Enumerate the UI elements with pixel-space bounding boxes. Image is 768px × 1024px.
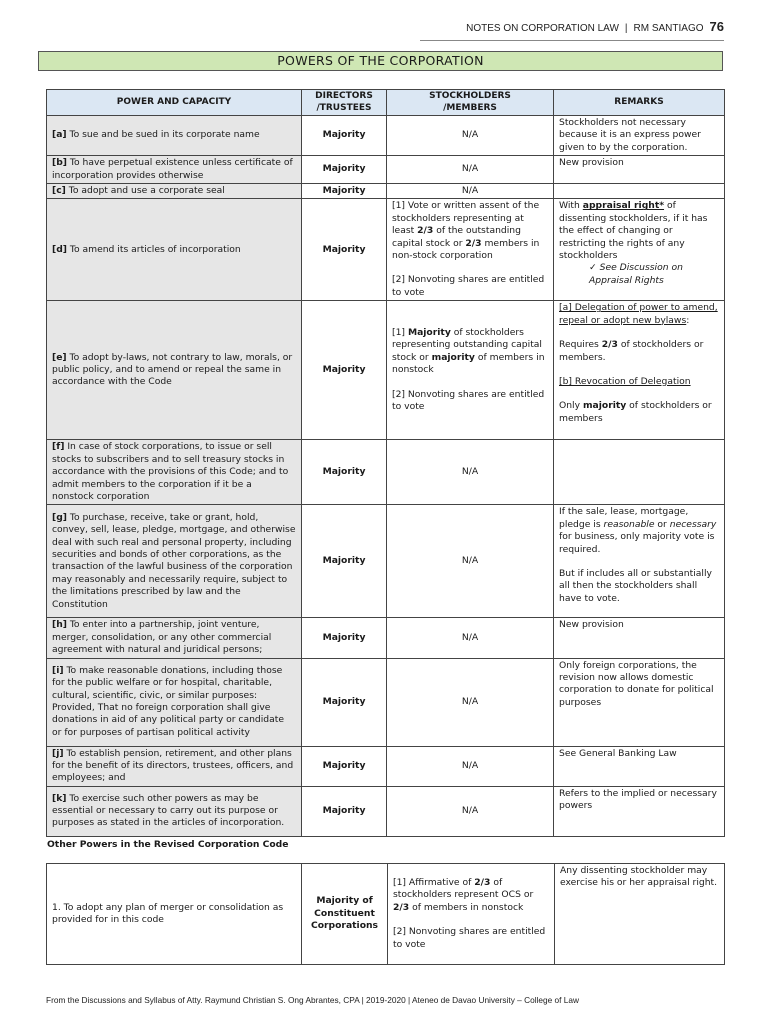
directors-cell: Majority (302, 746, 387, 786)
table-row (47, 746, 725, 786)
author-name: RM SANTIAGO (633, 23, 704, 34)
page-number: 76 (709, 19, 724, 34)
stockholders-cell: [1] Affirmative of 2/3 of stockholders represent OCS or 2/3 of members in nonstock [2] Nonvoting shares are entitled to vote (388, 864, 555, 965)
directors-cell: Majority (302, 618, 387, 658)
header-directors: DIRECTORS /TRUSTEES (302, 90, 387, 116)
stockholders-cell: N/A (387, 184, 554, 199)
table-row (47, 156, 725, 184)
header-rule (420, 40, 724, 41)
remarks-cell: See General Banking Law (554, 746, 725, 786)
remarks-cell: Any dissenting stockholder may exercise his or her appraisal right. (555, 864, 725, 965)
remarks-cell (554, 440, 725, 505)
stockholders-cell: [1] Vote or written assent of the stockholders representing at least 2/3 of the outstanding capital stock or 2/3 members in non-stock corporation [2] Nonvoting shares are entitled to vote (387, 199, 554, 301)
header-remarks: REMARKS (554, 90, 725, 116)
table-row (47, 658, 725, 746)
page-footer: From the Discussions and Syllabus of Atty. Raymund Christian S. Ong Abrantes, CPA | 2019-2020 | Ateneo de Davao University – College of Law (46, 995, 579, 1005)
table-row (47, 184, 725, 199)
table-row (47, 786, 725, 836)
table-row (47, 440, 725, 505)
stockholders-cell: N/A (387, 156, 554, 184)
page-header (466, 19, 724, 34)
directors-cell: Majority (302, 786, 387, 836)
table-row (47, 505, 725, 618)
other-powers-table (46, 863, 725, 965)
power-cell: [c] To adopt and use a corporate seal (47, 184, 302, 199)
table-row (47, 618, 725, 658)
power-cell: [b] To have perpetual existence unless certificate of incorporation provides otherwise (47, 156, 302, 184)
power-cell: [e] To adopt by-laws, not contrary to law, morals, or public policy, and to amend or repeal the same in accordance with the Code (47, 301, 302, 440)
power-cell: [f] In case of stock corporations, to issue or sell stocks to subscribers and to sell treasury stocks in accordance with the provisions of this Code; and to admit members to the corporation if it be a nonstock corporation (47, 440, 302, 505)
remarks-cell: Refers to the implied or necessary powers (554, 786, 725, 836)
power-cell: [g] To purchase, receive, take or grant, hold, convey, sell, lease, pledge, mortgage, and otherwise deal with such real and personal property, including securities and bonds of other corporations, as the transaction of the lawful business of the corporation may reasonably and necessarily require, subject to the limitations prescribed by law and the Constitution (47, 505, 302, 618)
power-cell: 1. To adopt any plan of merger or consolidation as provided for in this code (47, 864, 302, 965)
power-cell: [i] To make reasonable donations, including those for the public welfare or for hospital, charitable, cultural, scientific, civic, or similar purposes: Provided, That no foreign corporation shall give donations in aid of any political party or candidate or for purposes of partisan political activity (47, 658, 302, 746)
power-cell: [d] To amend its articles of incorporation (47, 199, 302, 301)
power-cell: [k] To exercise such other powers as may be essential or necessary to carry out its purpose or purposes as stated in the articles of incorporation. (47, 786, 302, 836)
stockholders-cell: N/A (387, 505, 554, 618)
remarks-cell: New provision (554, 618, 725, 658)
table-row (47, 199, 725, 301)
remarks-cell (554, 184, 725, 199)
remarks-cell: Only foreign corporations, the revision now allows domestic corporation to donate for political purposes (554, 658, 725, 746)
directors-cell: Majority (302, 658, 387, 746)
remarks-cell: With appraisal right* of dissenting stockholders, if it has the effect of changing or restricting the rights of any stockholders ✓ See Discussion on Appraisal Rights (554, 199, 725, 301)
power-cell: [j] To establish pension, retirement, and other plans for the benefit of its directors, trustees, officers, and employees; and (47, 746, 302, 786)
stockholders-cell: N/A (387, 618, 554, 658)
remarks-cell: [a] Delegation of power to amend, repeal or adopt new bylaws: Requires 2/3 of stockholders or members. [b] Revocation of Delegation Only majority of stockholders or members (554, 301, 725, 440)
stockholders-cell: N/A (387, 746, 554, 786)
directors-cell: Majority (302, 505, 387, 618)
remarks-cell: New provision (554, 156, 725, 184)
stockholders-cell: N/A (387, 116, 554, 156)
directors-cell: Majority (302, 440, 387, 505)
directors-cell: Majority (302, 116, 387, 156)
directors-cell: Majority (302, 199, 387, 301)
table-row (47, 301, 725, 440)
directors-cell: Majority of Constituent Corporations (302, 864, 388, 965)
stockholders-cell: N/A (387, 440, 554, 505)
power-cell: [a] To sue and be sued in its corporate name (47, 116, 302, 156)
remarks-cell: If the sale, lease, mortgage, pledge is reasonable or necessary for business, only majority vote is required. But if includes all or substantially all then the stockholders shall have to vote. (554, 505, 725, 618)
power-cell: [h] To enter into a partnership, joint venture, merger, consolidation, or any other commercial agreement with natural and juridical persons; (47, 618, 302, 658)
see-discussion-note: ✓ See Discussion on Appraisal Rights (589, 262, 683, 286)
remarks-cell: Stockholders not necessary because it is an express power given to by the corporation. (554, 116, 725, 156)
table-header-row (47, 90, 725, 116)
header-stockholders: STOCKHOLDERS /MEMBERS (387, 90, 554, 116)
header-power: POWER AND CAPACITY (47, 90, 302, 116)
directors-cell: Majority (302, 156, 387, 184)
page-title: POWERS OF THE CORPORATION (38, 51, 723, 71)
directors-cell: Majority (302, 301, 387, 440)
directors-cell: Majority (302, 184, 387, 199)
stockholders-cell: N/A (387, 786, 554, 836)
table-row (47, 864, 725, 965)
stockholders-cell: N/A (387, 658, 554, 746)
other-powers-heading: Other Powers in the Revised Corporation Code (47, 839, 289, 850)
table-row (47, 116, 725, 156)
stockholders-cell: [1] Majority of stockholders representing outstanding capital stock or majority of members in nonstock [2] Nonvoting shares are entitled to vote (387, 301, 554, 440)
running-title: NOTES ON CORPORATION LAW (466, 23, 619, 34)
header-separator: | (624, 23, 628, 34)
powers-table (46, 89, 725, 837)
